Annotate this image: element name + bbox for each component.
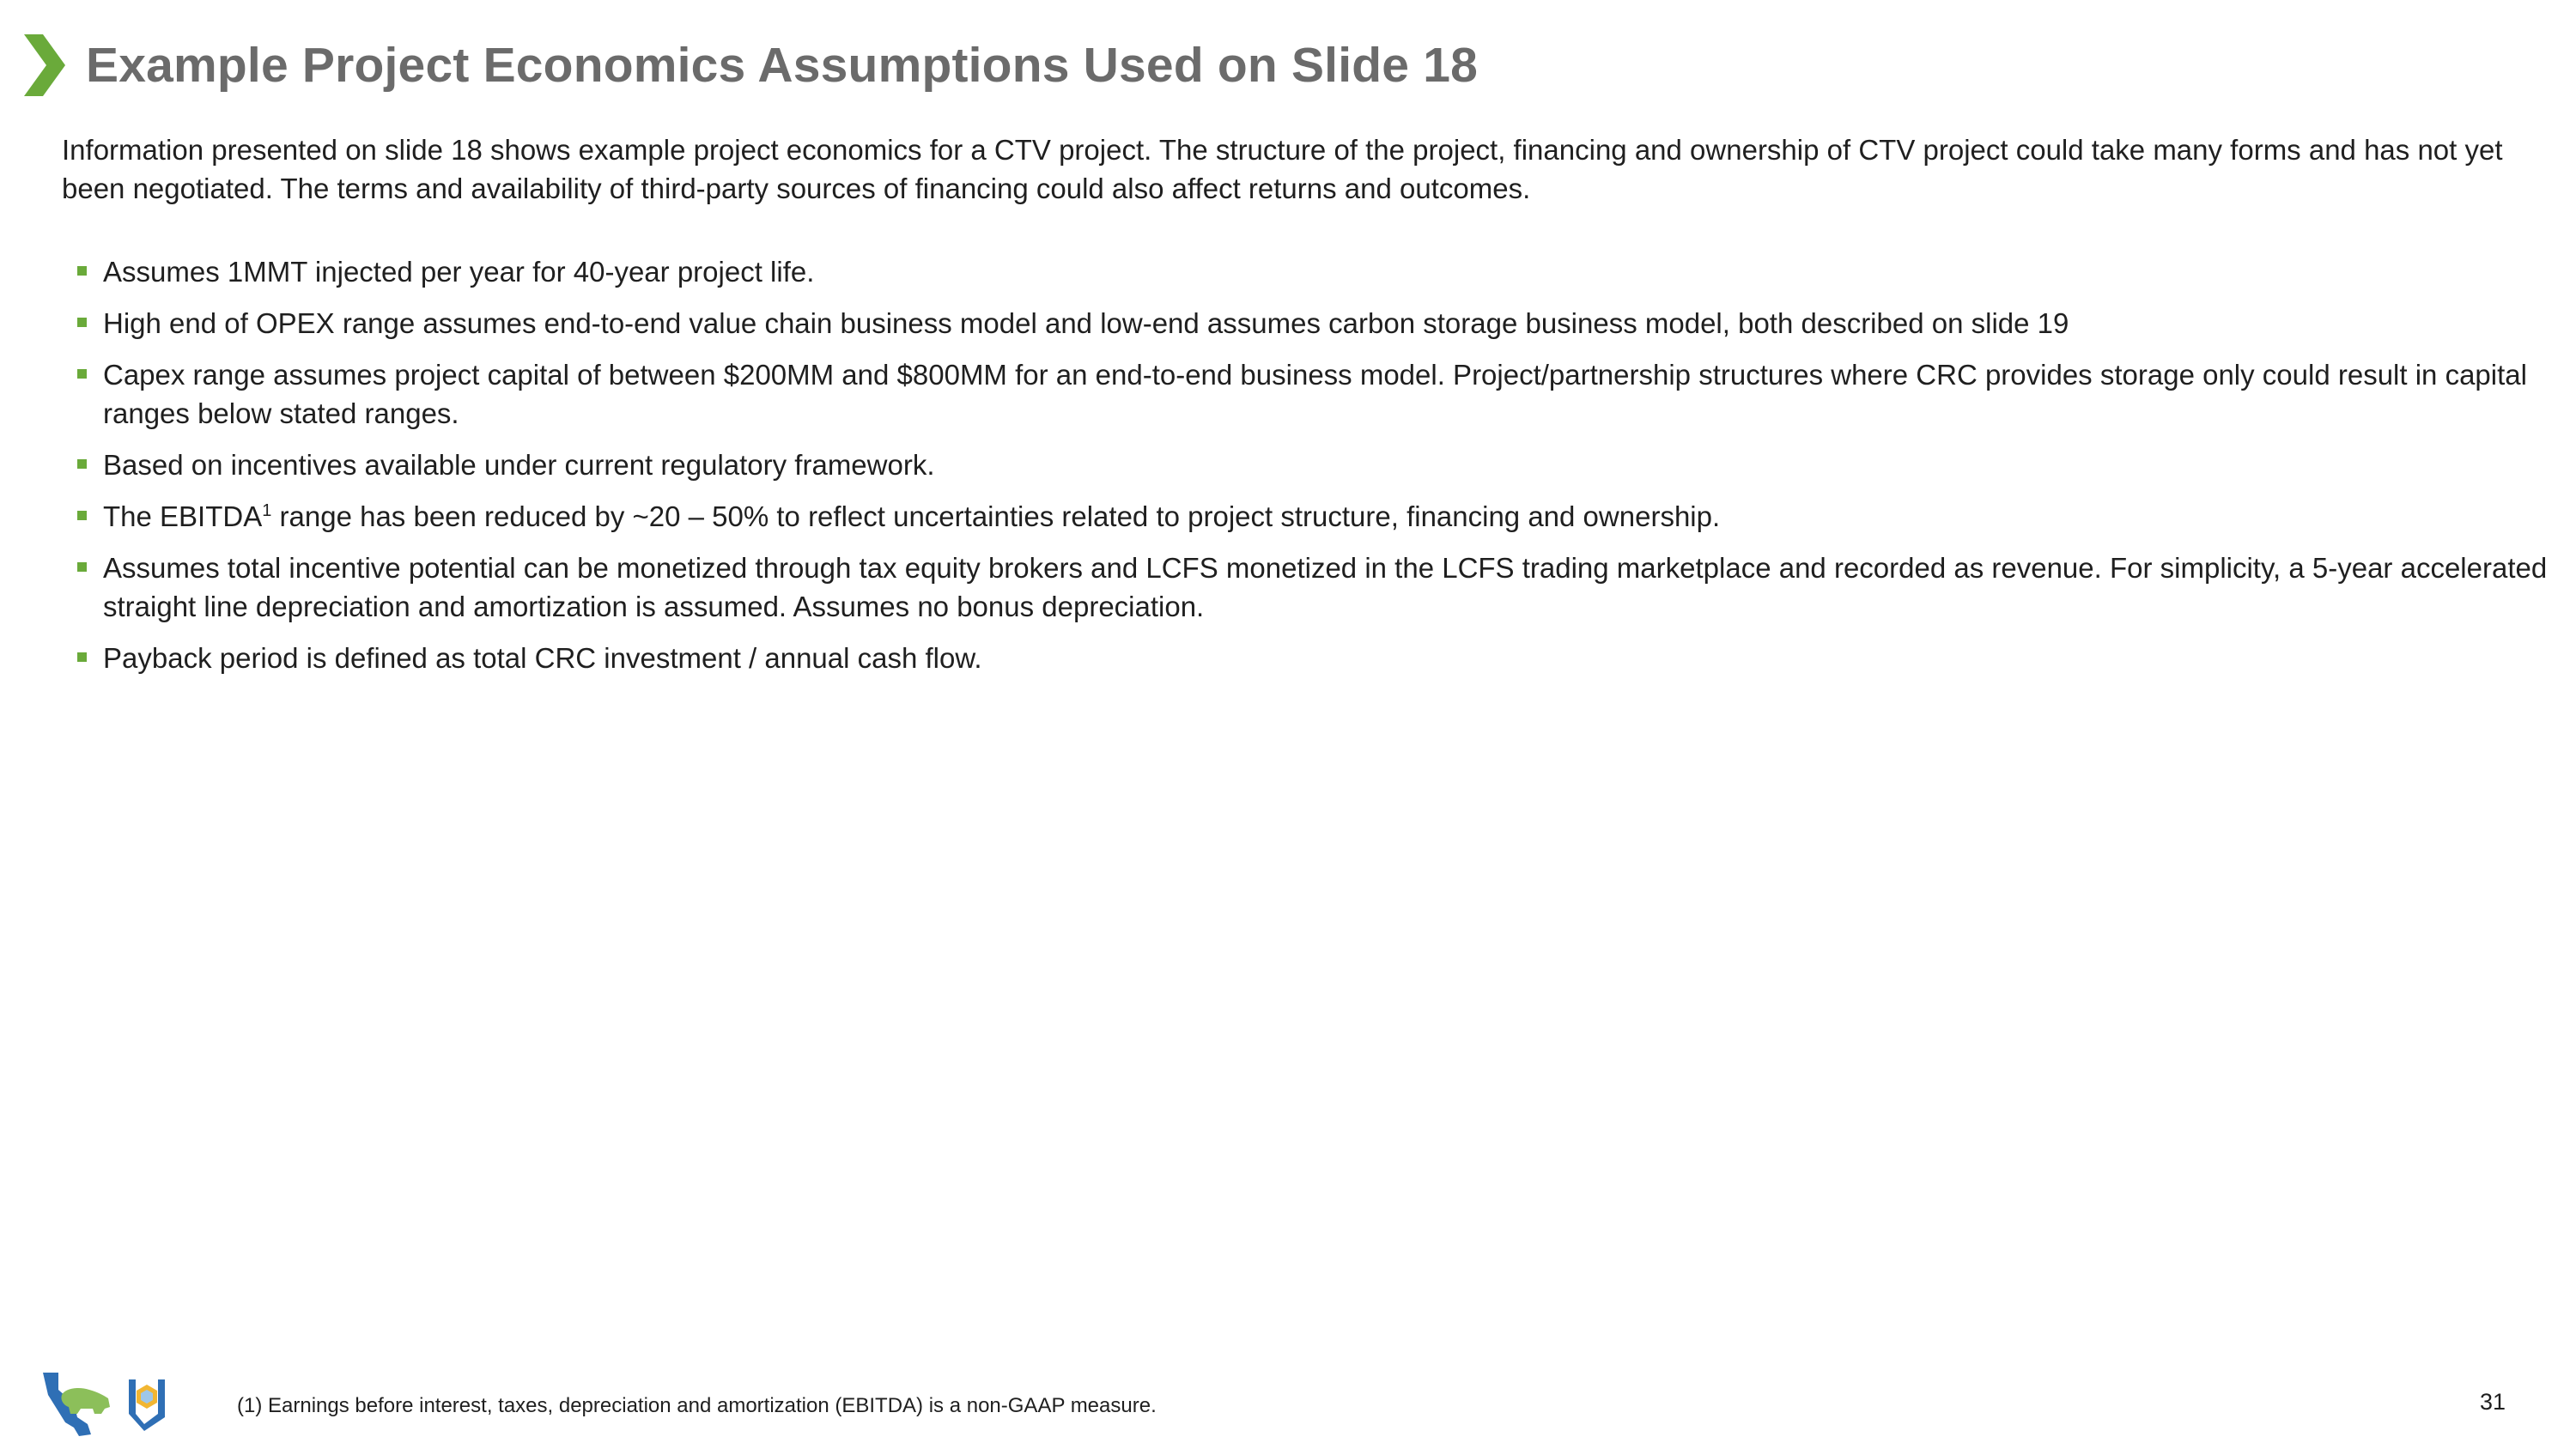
list-item-text: The EBITDA bbox=[103, 500, 263, 532]
page-title: Example Project Economics Assumptions Used on Slide 18 bbox=[86, 38, 1478, 93]
assumptions-list bbox=[77, 252, 2550, 690]
bullet-square-icon bbox=[77, 562, 87, 572]
intro-paragraph: Information presented on slide 18 shows example project economics for a CTV project. The structure of the project, financing and ownership of CTV project could take many forms and has not yet been negotiated. The terms and availability of third-party sources of financing could also affect returns and outcomes. bbox=[62, 134, 2503, 204]
list-item-text: Based on incentives available under current regulatory framework. bbox=[103, 449, 935, 481]
list-item-text: Assumes total incentive potential can be monetized through tax equity brokers and LCFS monetized in the LCFS trading marketplace and recorded as revenue. For simplicity, a 5-year accelerated straight line depreciation and amortization is assumed. Assumes no bonus depreciation. bbox=[103, 552, 2548, 622]
list-item-text: Payback period is defined as total CRC investment / annual cash flow. bbox=[103, 642, 982, 674]
bullet-square-icon bbox=[77, 266, 87, 276]
list-item bbox=[77, 304, 2550, 343]
footer-logos bbox=[39, 1369, 185, 1438]
list-item-text: High end of OPEX range assumes end-to-end value chain business model and low-end assumes carbon storage business model, both described on slide 19 bbox=[103, 307, 2069, 339]
california-bear-logo bbox=[43, 1373, 110, 1436]
list-item bbox=[77, 446, 2550, 484]
hexagon-shield-logo bbox=[129, 1379, 165, 1431]
page-number: 31 bbox=[2479, 1389, 2506, 1415]
list-item bbox=[77, 252, 2550, 291]
title-row bbox=[24, 31, 1478, 100]
list-item bbox=[77, 639, 2550, 677]
bullet-square-icon bbox=[77, 459, 87, 469]
bullet-square-icon bbox=[77, 652, 87, 662]
bullet-square-icon bbox=[77, 318, 87, 327]
list-item bbox=[77, 497, 2550, 536]
chevron-right-icon bbox=[24, 34, 65, 96]
list-item-text: Assumes 1MMT injected per year for 40-year project life. bbox=[103, 256, 815, 288]
footnote-marker: 1 bbox=[262, 501, 272, 520]
bullet-square-icon bbox=[77, 369, 87, 379]
list-item bbox=[77, 549, 2550, 626]
list-item-text: Capex range assumes project capital of between $200MM and $800MM for an end-to-end business model. Project/partnership structures where CRC provides storage only could result in capital ranges below stated ranges. bbox=[103, 359, 2527, 429]
list-item-text-continued: range has been reduced by ~20 – 50% to reflect uncertainties related to project structure, financing and ownership. bbox=[271, 500, 1721, 532]
footnote: (1) Earnings before interest, taxes, depreciation and amortization (EBITDA) is a non-GAAP measure. bbox=[237, 1394, 1157, 1417]
bullet-square-icon bbox=[77, 511, 87, 520]
list-item bbox=[77, 355, 2550, 433]
